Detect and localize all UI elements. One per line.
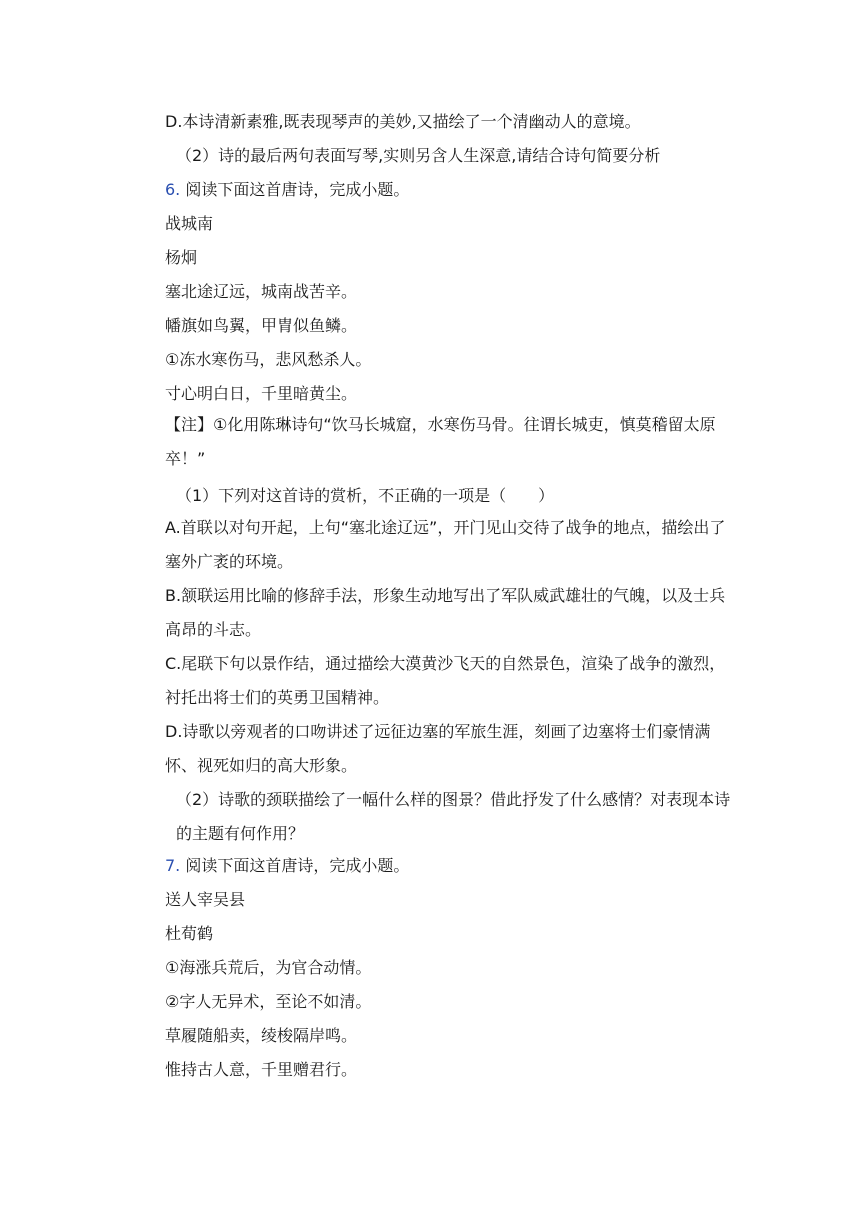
- q6-poem-line: 塞北途辽远，城南战苦辛。: [165, 282, 358, 301]
- q7-poem-title: 送人宰吴县: [165, 890, 246, 909]
- q7-poem-line: ②字人无异术，至论不如清。: [165, 992, 372, 1011]
- q5-option-d: D.本诗清新素雅,既表现琴声的美妙,又描绘了一个清幽动人的意境。: [165, 112, 641, 131]
- q7-prompt: 阅读下面这首唐诗，完成小题。: [185, 856, 410, 875]
- q6-author: 杨炯: [165, 248, 198, 267]
- q6-option-b: B.颔联运用比喻的修辞手法，形象生动地写出了军队威武雄壮的气魄，以及士兵高昂的斗志。: [165, 586, 726, 639]
- q6-number: 6.: [165, 180, 181, 199]
- q6-prompt: 阅读下面这首唐诗，完成小题。: [185, 180, 410, 199]
- q5-subquestion-2: （2）诗的最后两句表面写琴,实则另含人生深意,请结合诗句简要分析: [176, 146, 661, 165]
- q6-option-a: A.首联以对句开起，上句“塞北途辽远”，开门见山交待了战争的地点，描绘出了塞外广袤的环境。: [165, 518, 726, 571]
- q6-poem-title: 战城南: [165, 214, 214, 233]
- q6-option-d: D.诗歌以旁观者的口吻讲述了远征边塞的军旅生涯，刻画了边塞将士们豪情满怀、视死如归的高大形象。: [165, 722, 711, 775]
- q7-number: 7.: [165, 856, 181, 875]
- q6-subquestion-1: （1）下列对这首诗的赏析，不正确的一项是（ ）: [176, 486, 555, 505]
- q7-author: 杜荀鹤: [165, 924, 214, 943]
- q6-heading: [165, 180, 409, 200]
- q6-poem-line: 寸心明白日，千里暗黄尘。: [165, 384, 358, 403]
- q6-poem-line: ①冻水寒伤马，悲风愁杀人。: [165, 350, 372, 369]
- q7-poem-line: ①海涨兵荒后，为官合动情。: [165, 958, 372, 977]
- q6-poem-line: 幡旗如鸟翼，甲胄似鱼鳞。: [165, 316, 358, 335]
- q7-heading: [165, 856, 409, 876]
- q7-poem-line: 草履随船卖，绫梭隔岸鸣。: [165, 1026, 358, 1045]
- q6-option-c: C.尾联下句以景作结，通过描绘大漠黄沙飞天的自然景色，渲染了战争的激烈，衬托出将士们的英勇卫国精神。: [165, 654, 726, 707]
- q7-poem-line: 惟持古人意，千里赠君行。: [165, 1060, 358, 1079]
- q6-subquestion-2: （2）诗歌的颈联描绘了一幅什么样的图景？借此抒发了什么感情？对表现本诗的主题有何作用？: [176, 790, 731, 843]
- q6-note: 【注】①化用陈琳诗句“饮马长城窟，水寒伤马骨。往谓长城吏，慎莫稽留太原卒！”: [165, 415, 716, 468]
